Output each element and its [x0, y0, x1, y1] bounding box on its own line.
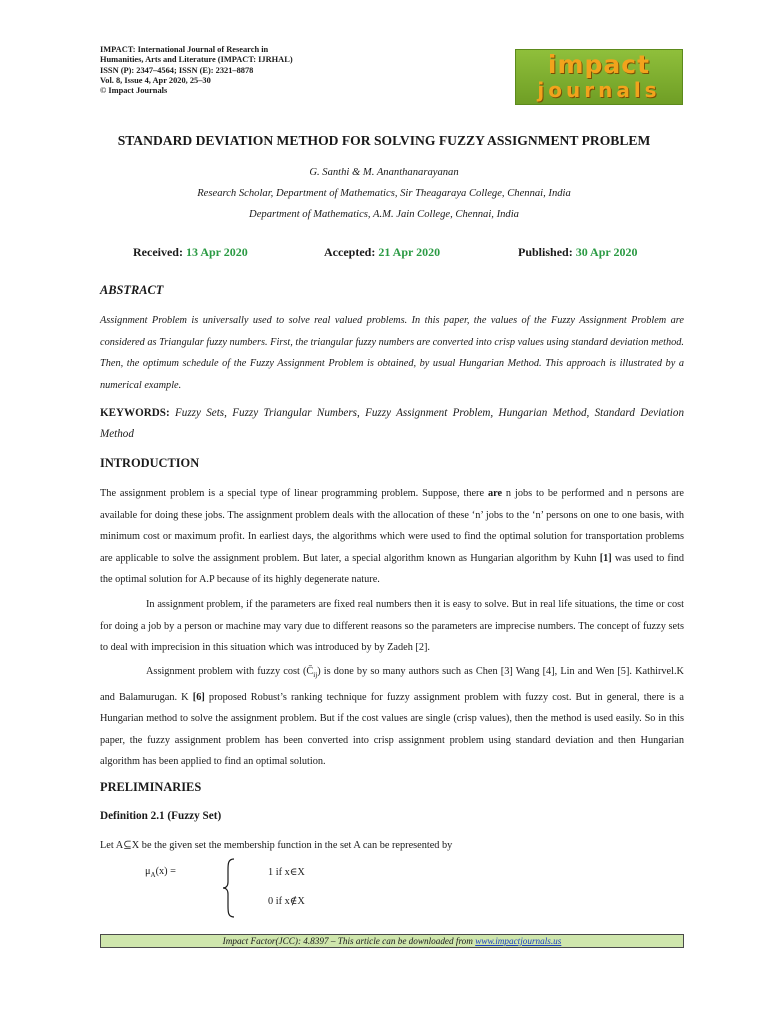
- footer-bar: [100, 934, 684, 948]
- paper-title: STANDARD DEVIATION METHOD FOR SOLVING FUZZY ASSIGNMENT PROBLEM: [117, 133, 651, 148]
- abstract-text: Assignment Problem is universally used to solve real valued problems. In this paper, the values of the Fuzzy Assignment Problem are considered as Triangular fuzzy numbers. First, the triangular fuzzy numbers are converted into crisp values using standard deviation method. Then, the optimum schedule of the Fuzzy Assignment Problem is obtained, by usual Hungarian Method. This approach is illustrated by a numerical example.: [100, 315, 684, 391]
- journal-volume: Vol. 8, Issue 4, Apr 2020, 25–30: [100, 75, 211, 85]
- journal-info: [100, 45, 360, 96]
- published-value: 30 Apr 2020: [575, 245, 638, 259]
- accepted-value: 21 Apr 2020: [378, 245, 441, 259]
- published-date: [518, 245, 637, 260]
- keywords: [100, 403, 684, 446]
- affiliation-2: Department of Mathematics, A.M. Jain College, Chennai, India: [249, 209, 519, 220]
- preliminaries-heading: PRELIMINARIES: [100, 780, 202, 794]
- impact-journals-logo: [515, 49, 683, 105]
- fuzzy-cost-symbol: C̄: [306, 666, 314, 677]
- journal-name-line: Humanities, Arts and Literature (IMPACT: IJRHAL): [100, 55, 293, 65]
- case-not-in-set: 0 if x∉X: [268, 896, 305, 907]
- affiliation-1: Research Scholar, Department of Mathematics, Sir Theagaraya College, Chennai, India: [197, 188, 571, 199]
- keywords-label: KEYWORDS:: [100, 407, 170, 419]
- accepted-date: [324, 245, 440, 260]
- footer-text: Impact Factor(JCC): 4.8397 – This article can be downloaded from: [222, 936, 476, 946]
- journal-name-line: IMPACT: International Journal of Research in: [100, 45, 269, 54]
- accepted-label: Accepted:: [324, 245, 376, 259]
- footer-link[interactable]: www.impactjournals.us: [475, 936, 562, 946]
- definition-heading: Definition 2.1 (Fuzzy Set): [100, 810, 222, 822]
- case-in-set: 1 if x∈X: [268, 867, 305, 878]
- abstract-heading: ABSTRACT: [100, 283, 164, 297]
- received-value: 13 Apr 2020: [185, 245, 248, 259]
- keywords-text: Fuzzy Sets, Fuzzy Triangular Numbers, Fuzzy Assignment Problem, Hungarian Method, Standard Deviation Method: [100, 407, 684, 441]
- membership-function-lhs: $\mu_A(x)$ =: [145, 866, 176, 880]
- introduction-heading: INTRODUCTION: [100, 456, 200, 470]
- authors: G. Santhi & M. Ananthanarayanan: [309, 167, 459, 178]
- left-brace-icon: [222, 858, 236, 918]
- journal-issn: ISSN (P): 2347–4564; ISSN (E): 2321–8878: [100, 65, 254, 75]
- intro-paragraph-2: In assignment problem, if the parameters are fixed real numbers then it is easy to solve. But in real life situations, the time or cost for doing a job by a person or machine may vary due to different reasons so the parameters are imprecise numbers. The concept of fuzzy sets to deal with imprecision in this situation which was introduced by by Zadeh [2].: [100, 599, 684, 654]
- journal-copyright: © Impact Journals: [100, 86, 168, 96]
- logo-text-top: impact: [547, 50, 651, 79]
- intro-paragraph-3: Assignment problem with fuzzy cost $(C̄_{ij})$ is done by so many authors such as Chen [3] Wang [4], Lin and Wen [5]. Kathirvel.K and Balamurugan. K [6] proposed Robust’s ranking technique for fuzzy assignment problem with fuzzy cost. But in general, there is a Hungarian method to solve the assignment problem. But if the cost values are single (crisp values), then the method is used easily. So in this paper, the fuzzy assignment problem has been converted into crisp assignment problem using standard deviation and then Hungarian algorithm has been applied to find an optimal solution.: [100, 666, 684, 768]
- intro-paragraph-1: The assignment problem is a special type of linear programming problem. Suppose, there are n jobs to be performed and n persons are available for doing these jobs. The assignment problem deals with the allocation of these ‘n’ jobs to the ‘n’ persons on one to one basis, with minimum cost or maximum profit. In earliest days, the algorithms which were used to find the optimal solution for transportation problems are applicable to solve the assignment problem. But later, a special algorithm known as Hungarian algorithm by Kuhn [1] was used to find the optimal solution for A.P because of its highly degenerate nature.: [100, 488, 684, 586]
- logo-text-bottom: journals: [537, 78, 661, 102]
- published-label: Published:: [518, 245, 573, 259]
- received-label: Received:: [133, 245, 183, 259]
- definition-text: Let A⊆X be the given set the membership function in the set A can be represented by: [100, 840, 453, 851]
- received-date: [133, 245, 248, 260]
